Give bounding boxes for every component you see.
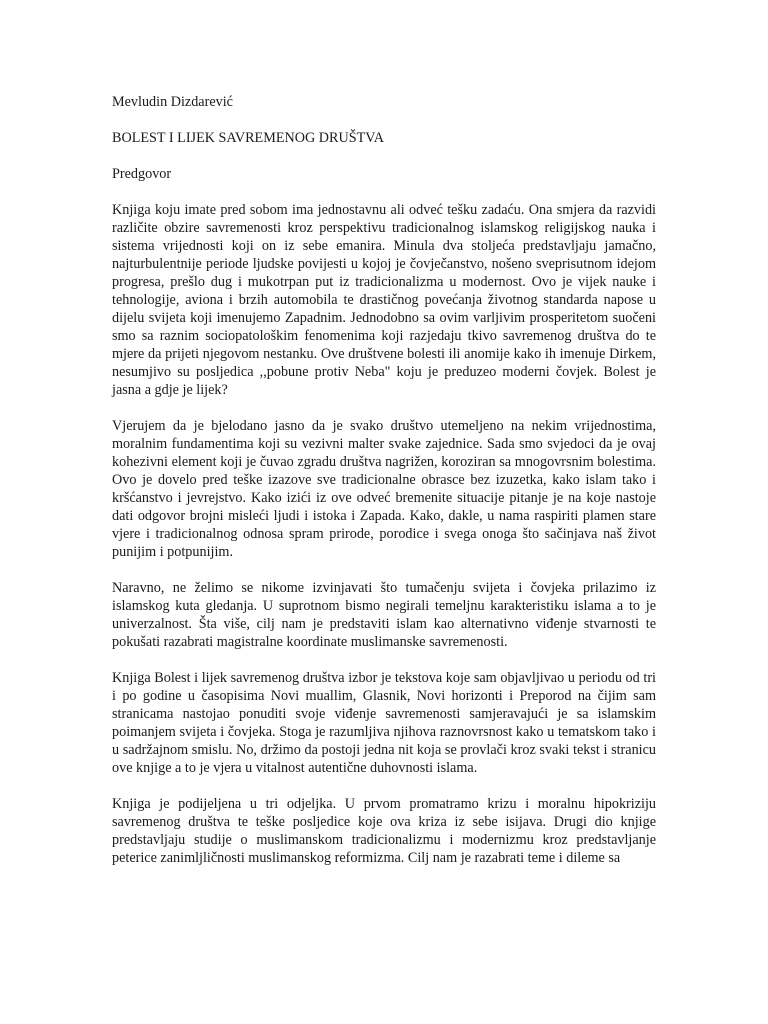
- section-heading: Predgovor: [112, 166, 172, 182]
- author-name: Mevludin Dizdarević: [112, 94, 233, 110]
- paragraph-3: Naravno, ne želimo se nikome izvinjavati što tumačenju svijeta i čovjeka prilazimo iz islamskog kuta gledanja. U suprotnom bismo negirali temeljnu karakteristiku islama a to je univerzalnost. Šta više, cilj nam je predstaviti islam kao alternativno viđenje stvarnosti te pokušati razabrati magistralne koordinate muslimanske savremenosti.: [112, 580, 656, 650]
- paragraph-4: Knjiga Bolest i lijek savremenog društva izbor je tekstova koje sam objavljivao u periodu od tri i po godine u časopisima Novi muallim, Glasnik, Novi horizonti i Preporod na čijim sam stranicama nastojao ponuditi svoje viđenje savremenosti samjeravajući je sa islamskim poimanjem svijeta i čovjeka. Stoga je razumljiva njihova raznovrsnost kako u tematskom tako i u sadržajnom smislu. No, držimo da postoji jedna nit koja se provlači kroz svaki tekst i stranicu ove knjige a to je vjera u vitalnost autentične duhovnosti islama.: [112, 670, 656, 776]
- paragraph-5: Knjiga je podijeljena u tri odjeljka. U prvom promatramo krizu i moralnu hipokriziju savremenog društva te teške posljedice koje ova kriza iz sebe isijava. Drugi dio knjige predstavljaju studije o muslimanskom tradicionalizmu i modernizmu kroz predstavljanje peterice zanimljličnosti muslimanskog reformizma. Cilj nam je razabrati teme i dileme sa: [112, 796, 656, 866]
- paragraph-1: Knjiga koju imate pred sobom ima jednostavnu ali odveć tešku zadaću. Ona smjera da razvidi različite obzire savremenosti kroz perspektivu tradicionalnog islamskog religijskog nauka i sistema vrijednosti koji on iz sebe emanira. Minula dva stoljeća predstavljaju jamačno, najturbulentnije periode ljudske povijesti u kojoj je čovječanstvo, nošeno sveprisutnom idejom progresa, prešlo dug i mukotrpan put iz tradicionalizma u modernost. Ovo je vijek nauke i tehnologije, aviona i brzih automobila te drastičnog povećanja životnog standarda napose u dijelu svijeta koji imenujemo Zapadnim. Jednodobno sa ovim varljivim prosperitetom suočeni smo sa raznim sociopatološkim fenomenima koji razjedaju tkivo savremenog društva do te mjere da prijeti njegovom nestanku. Ove društvene bolesti ili anomije kako ih imenuje Dirkem, nesumjivo su posljedica ,,pobune protiv Neba" koju je preduzeo moderni čovjek. Bolest je jasna a gdje je lijek?: [112, 202, 656, 398]
- book-title: BOLEST I LIJEK SAVREMENOG DRUŠTVA: [112, 130, 384, 146]
- paragraph-2: Vjerujem da je bjelodano jasno da je svako društvo utemeljeno na nekim vrijednostima, moralnim fundamentima koji su vezivni malter svake zajednice. Sada smo svjedoci da je ovaj kohezivni element koji je čuvao zgradu društva nagrižen, koroziran sa mnogovrsnim bolestima. Ovo je dovelo pred teške izazove sve tradicionalne obrasce bez izuzetka, kako islam tako i kršćanstvo i jevrejstvo. Kako izići iz ove odveć bremenite situacije pitanje je na koje nastoje dati odgovor brojni misleći ljudi i istoka i Zapada. Kako, dakle, u nama raspiriti plamen stare vjere i tradicionalnog odnosa spram prirode, porodice i svega onoga što sačinjava naš život punijim i potpunijim.: [112, 418, 656, 560]
